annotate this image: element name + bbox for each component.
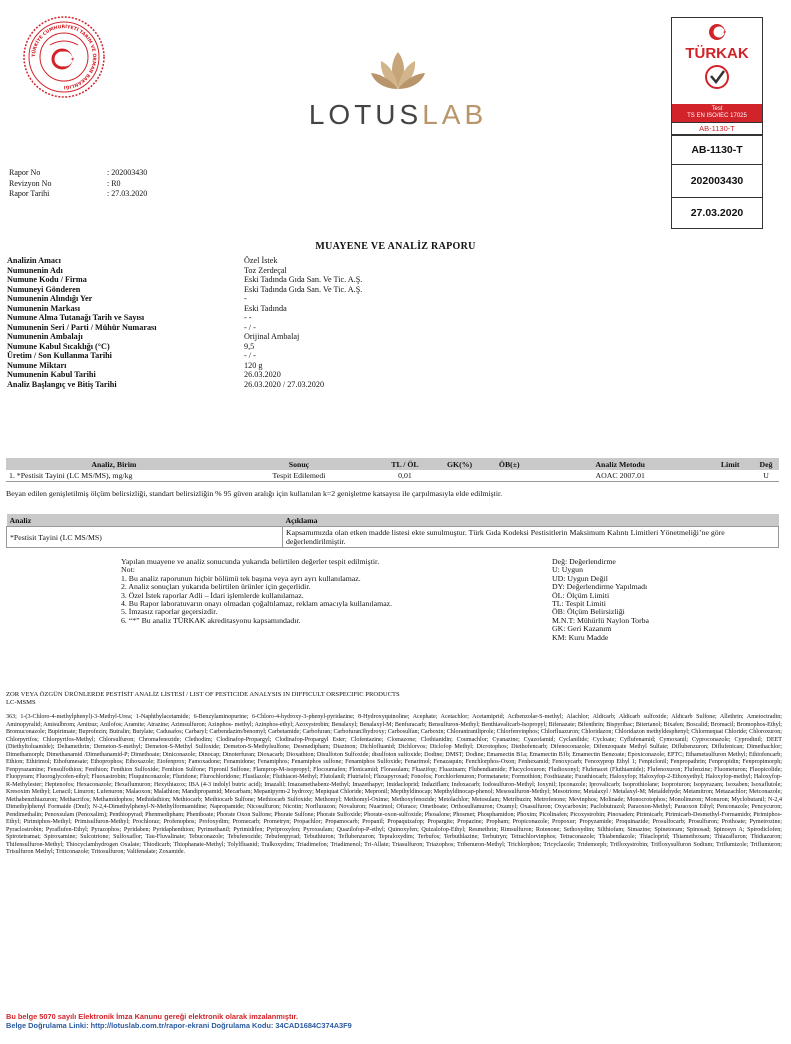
note-line: 2. Analiz sonuçları yukarıda belirtilen ürünler için geçerlidir. [121, 582, 311, 592]
info-label: Üretim / Son Kullanma Tarihi [7, 351, 112, 360]
info-value: - [244, 294, 247, 303]
col-limit: Limit [707, 458, 753, 470]
legend-item: UD: Uygun Değil [552, 573, 608, 583]
note-line: 1. Bu analiz raporunun hiçbir bölümü tek başına veya ayrı ayrı kullanılamaz. [121, 573, 361, 583]
legend-item: M.N.T: Mühürlü Naylon Torba [552, 615, 650, 625]
meta-label: Rapor No [9, 168, 41, 177]
seal-ring-text: TÜRKİYE CUMHURİYETİ TARIM VE ORMAN BAKANLIĞI [31, 24, 97, 90]
info-value: Özel İstek [244, 256, 278, 265]
info-value: Orijinal Ambalaj [244, 332, 300, 341]
turkak-standard: TS EN ISO/IEC 17025 [687, 113, 747, 119]
info-value: Eski Tadında [244, 303, 287, 313]
results-header-row [6, 458, 779, 470]
legend-item: DY: Değerlendirme Yapılmadı [552, 582, 648, 592]
turkak-accreditation-badge [671, 17, 763, 229]
info-label: Numunenin Kabul Tarihi [7, 370, 96, 379]
info-row [7, 351, 362, 361]
col-description: Açıklama [283, 514, 779, 527]
legend-item: GK: Geri Kazanım [552, 624, 612, 634]
footer [6, 1012, 352, 1030]
cell-sonuc: Tespit Edilemedi [222, 470, 377, 482]
info-label: Numunenin Alındığı Yer [7, 294, 93, 303]
meta-label: Rapor Tarihi [9, 189, 50, 198]
cell-limit [707, 470, 753, 482]
info-row [7, 275, 362, 285]
meta-label: Revizyon No [9, 178, 52, 188]
analysis-name: *Pestisit Tayini (LC MS/MS) [7, 527, 283, 548]
info-value: Toz Zerdeçal [244, 265, 287, 275]
turkak-date: 27.03.2020 [672, 197, 762, 228]
meta-row [9, 169, 147, 178]
info-row [7, 294, 362, 304]
info-row [7, 256, 362, 266]
abbreviations-legend [552, 558, 649, 642]
cell-gk [434, 470, 486, 482]
col-analiz: Analiz, Birim [6, 458, 222, 470]
meta-value: : 27.03.2020 [107, 189, 148, 198]
cell-analiz: 1. *Pestisit Tayini (LC MS/MS), mg/kg [6, 470, 222, 482]
table-row [7, 527, 779, 548]
info-row [7, 304, 362, 314]
info-value: Eski Tadında Gıda San. Ve Tic. A.Ş. [244, 275, 363, 284]
turkak-code-small: AB-1130-T [672, 122, 762, 135]
verification-link[interactable]: Belge Doğrulama Linki: http://lotuslab.com.tr/rapor-ekrani Doğrulama Kodu: 34CAD1684C374A3F9 [6, 1021, 352, 1030]
meta-value: : R0 [107, 178, 121, 188]
legend-item: U: Uygun [552, 565, 583, 575]
turkak-report-no: 202003430 [672, 164, 762, 197]
legend-item: KM: Kuru Madde [552, 632, 609, 642]
info-value: 120 g [244, 360, 263, 370]
cell-tl: 0,01 [376, 470, 434, 482]
meta-value: : 202003430 [107, 168, 148, 177]
cell-metot: AOAC 2007.01 [533, 470, 707, 482]
info-label: Numune Kabul Sıcaklığı (°C) [7, 341, 110, 351]
pesticide-list: 363; 1-(3-Chloro-4-methylphenyl)-3-Methyl-Urea; 1-Naphthylacetamide; 6-Benzylaminopurine; 6-Chloro-4-hydroxy-3-phenyl-pyridazine; 8-Hydroxyquinoline; Acephate; Acetachlor; Acetamiprid; Acibenzolar-S-methyl; Alachlor; Aldicarb; Aldicarb sulfoxide; Aldicarb Sulfone; Allethrin; Ametoctradin; Aminopyralid; Amisulbrom; Amitraz; Anilofos; Aramite; Atrazine; Azimsulfuron; Azinphos- methyl; Azinphos-ethyl; Azoxystrobin; Benalaxyl; Benalaxyl-M; Benfuracarb; Bensulfuron-Methyl; Benthiavalicarb-Isopropyl; Bifenazate; Bifenthrin; Bispyribac; Bitertanol; Bixafen; Boscalid; Bromacil; Bromophos-Ethyl; Bromuconazole; Bupirimate; Buprofezin; Butralin; Butylate; Cadusafos; Carbaryl; Carbendazim/benomyl; Carbetamide; Carbofuran; Carbofuran3hydroxy; Carbosulfan; Carboxin; Chlorantraniliprole; Chlorfenvinphos; Chlorfluazuron; Chloridazon; Chloridazon methyldesphenyl; Chlormequat Chloride; Chloroxuron; Chlorpyrifos; Chlorpyrifos-Methyl; Chlorsulfuron; Chromafenozide; Clethodim; Clodinafop-Propargyl; Clodinafop-Propargyl Ester; Clofentazine; Clomazone; Clothianidin; Coumachlor; Cyanazine; Cyazofamid; Cyclanilide; Cycloate; Cyflufenamid; Cymoxanil; Cyproconazole; Cyprodinil; DEET (Diethyltoluamide); Deltamethrin; Demeton-S-methyl; Demeton-S-Methyl Sulfoxide; Demeton-S-Methylsulfone; Desmedipham; Diazinon; Dichlofluanid; Dichlorvos; Diclofop Methyl; Dicrotophos; Diethofencarb; Difenoconazole; Difenzoquate Methyl Sulfate; Diflubenzuron; Diflufenican; Dimethachlor; Dimethamorph; Dimethanamid /Dimethanamid-P; Dimethoate; Diniconazole; Dinocap; Dinoterfuran; Dioxacarb; Dioxathion; Disulfoton Sulfoxide; disulfoton sulfoxide; Dodine; DMST; Dodine; Emamectin B1a; Emamectin B1b; Emamectin Benzoate; Epoxiconazole; EPTC; Ethametsulfuron Methyl; Ethiofencarb; Ethion; Ethirimol; Ethofumesate; Ethoprophos; Ethoxazole; Etofenprox; Famoxadone; Fenamidone; Fenamiphos; Fenamiphos sulfone; Fenamiphos Sulfoxide; Fenarimol; Fenazaquin; Fenchlorphos-Oxon; Fenhexamid; Fenoxycarb; Fenoxyprop Ethyl 1; Fenpiclonil; Fenpropathrin; Fenpropidin; Fenpropimorph; Fenpyrazamine; Fensulfothion; Fenthion; Fenthion Sulfoxide; Fenthion Sulfone; Fipronil Sulfone; Flamprop-M-isopropyl; Flocoumafen; Flonicamid; Florasulam; Fluazifop; Fluazinam; Flubendiamide; Flucycloxuron; Fludioxonyl; Flufenacet (Fluthiamide); Flufenoxuron; Flufenzine; Fluometuron; Fluopicolide; Fluopyram; Fluoroglycofen-ethyl; Fluoxastrobin; Fluquinconazole; Fluridone; Flurochloridone; Flusilazole; Fluthiacet-Methyl; Flutolanil; Flutriafol; Fluxapyroxad; Fonofos; Forchlorfenuron; Formetanete; Formothion; Fosthiazate; Furathiocarb; Haloxyfop; Haloxyfop-2-Ethoxyethyl; Haloxyfop-methyl; Haloxyfop-R-Methylester; Heptenofos; Hexaconazole; Hexaflumuron; Hexythiazox; IBA (4-3 indolyl butric acid); Imazalil; Imazamethabenz-Methyl; Imazethapyr; Imidacloprid; Indaziflam; Indoxacarb; Iodosulfuron-Methyl; Ioxynil; Ipconazole; Iprovalicarb; Isoprothiolane; Isoproturon; Isopyrazam; Isoxaben; Isoxaflutole; Kresoxim Methyl; Lenacil; Linuron; Lufenuron; Malaoxon; Malathion; Mandipropamid; Mecarbam; Mepanipyrm-2 hydroxy; Mepiquat Chloride; Mepronil; Mepthyldinocap; Mepthyldinocap-phenol; Mesosulfuron-Methyl; Mesotrione; Metalaxyl / Metalaxyl-M; Metaldehyde; Metamitron; Metazachlor; Metconazole; Methabenzthiazuron; Methacrifos; Methamidophos; Methidathion; Methiocarb; Methiocarb Sulfone; Methiocarb Sulfoxide; Methomyl; Methomyl-Oxime; Methoxyfenozide; Metolachlor; Metosulam; Metribuzin; Metrofenone; Mevinphos; Molinade; Monocrotophos; Monolinuron; Monuron; Myclobutanil; N-2,4 Dimethylphenyl Formaide (Dmf); N-2,4-Dimethylphenyl-N-Methylformamidine; Napropamide; Nicosulfuron; Nicotin; Norflurazon; Novaluron; Nuarimol; Ofurace; Omethoate; Orthosulfamuron; Oxamyl; Oxasulfuron; Oxycarboxin; Paclobutrazol; Paraoxon-Methyl; Paraoxon Ethyl; Penconazole; Pencycuron; Pendimethalin; Penoxsulam (Penoxalim); Penthiopyrad; Phenmedipham; Phenthoate; Phorate Oxon Sulfone; Phorate Sulfone; Phorate Sulfoxide; Phorate-oxon-sulfoxide; Phosalone; Phosmet; Phosphamidon; Phoxim; Picolinafen; Picoxystrobin; Pinoxaden; Pirimicarb; Pirimicarb-Desmethyl-Formamido; Pirimiphos-Ethyl; Pirimiphos-Methyl; Primisulfuron-Methyl; Prochloraz; Profenophos; Profoxydim; Promecarb; Prometryn; Propachlor; Propamocarb; Propanil; Propaquizafop; Propargite; Propazine; Propham; Propiconazole; Propoxur; Propyzamide; Proquinazide; Prosulfocarb; Prosulfuron; Prothoate; Pymetrozine; Pyraclostrobin; Pyraflufen-Ethyl; Pyrazophos; Pyridaben; Pyridaphenthion; Pyrimethanil; Pyrimidifen; Pyriproxyfen; Pyroxsulam; Quazilofop-P-ethyl; Quinoxyfen; Quizalofop-Ethyl; Resmethrin; Rimsulfuron; Rotenone; Sethoxydim; Silthiofam; Simazine; Spinetoram; Spinosad; Spinosyn A; Spirodiclofen; Spirotetramat; Spiroxamine; Sulcotrione; Sulfoxaflor; Tau-Fluvalinate; Tebuconazole; Tebufenozide; Tebufenpyrad; Tebuthiuron; Teflubenzuron; Tepraloxydim; Terbufos; Terbuthlazine; Terbutryn; Tetrachlorvinphos; Tetraconazole; Thiabendazole; Thiacloprid; Thiamethoxam; Thiazafluron; Thidiazuron; Thifensulfuron-Methyl; Thiocyclamhydrogen Oxalate; Thiodicarb; Thiophanate-Methyl; Tolylfluanid; Tralkoxydim; Triadimefon; Triadimenol; Tri-Allate; Triasulfuron; Triazophos; Tribenuron-Methyl; Trichlorphon; Tricyclazole; Tridemorph; Trifloxystrobin; Trifloxysulfuron Sodium; Triflumizole; Triflumuron; Trisulfuron Methyl; Triticonazole; Tritosulfuron; Valifenalate; Zoxamide. [6, 714, 782, 855]
info-value: 26.03.2020 [244, 370, 281, 379]
pesticide-method: LC-MSMS [6, 699, 36, 706]
info-value: - - [244, 313, 252, 322]
info-row [7, 342, 362, 352]
note-line: 4. Bu Rapor laboratuvarın onayı olmadan çoğaltılamaz, reklam amacıyla kullanılamaz. [121, 599, 393, 609]
report-title: MUAYENE VE ANALİZ RAPORU [315, 241, 476, 252]
legend-item: Değ: Değerlendirme [552, 557, 616, 566]
info-value: 9,5 [244, 341, 255, 351]
turkak-brand-text: TÜRKAK [685, 45, 749, 62]
info-label: Numuneyi Gönderen [7, 284, 81, 294]
note-line: 3. Özel İstek raporlar Adli – İdari işlemlerde kullanılamaz. [121, 590, 304, 600]
logo-part-lab: LAB [422, 99, 488, 130]
info-row [7, 332, 362, 342]
lotuslab-logo [288, 48, 508, 131]
meta-row [9, 180, 147, 189]
ministry-seal [22, 15, 106, 99]
table-row [6, 470, 779, 482]
sample-info-table [7, 256, 362, 389]
meta-row [9, 190, 147, 199]
info-label: Numune Miktarı [7, 360, 67, 370]
info-label: Numune Alma Tutanağı Tarih ve Sayısı [7, 313, 145, 322]
turkak-logo [672, 18, 762, 104]
note-line: Yapılan muayene ve analiz sonucunda yukarıda belirtilen değerler tespit edilmiştir. [121, 557, 380, 566]
turkak-standard-strip [672, 104, 762, 122]
note-line: 5. İmzasız raporlar geçersizdir. [121, 607, 218, 617]
info-row [7, 380, 362, 390]
info-row [7, 361, 362, 371]
info-value: Eski Tadında Gıda San. Ve Tic. A.Ş. [244, 284, 363, 294]
col-deg: Değ [753, 458, 779, 470]
cell-deg: U [753, 470, 779, 482]
info-label: Numunenin Adı [7, 265, 63, 275]
analysis-description-table [6, 514, 779, 548]
info-label: Numunenin Markası [7, 303, 81, 313]
info-label: Analizin Amacı [7, 256, 61, 265]
info-row [7, 370, 362, 380]
note-line: Not: [121, 565, 135, 575]
legend-item: TL: Tespit Limiti [552, 599, 606, 609]
info-value: - / - [244, 351, 256, 360]
info-value: 26.03.2020 / 27.03.2020 [244, 379, 325, 389]
lotus-flower-icon [368, 48, 428, 92]
info-value: - / - [244, 322, 256, 332]
info-row [7, 285, 362, 295]
logo-wordmark [288, 99, 508, 131]
legend-item: ÖB: Ölçüm Belirsizliği [552, 607, 625, 617]
pesticide-list-header [6, 691, 400, 707]
info-label: Numune Kodu / Firma [7, 275, 87, 284]
analysis-header-row [7, 514, 779, 527]
legend-item: ÖL: Ölçüm Limiti [552, 590, 610, 600]
analysis-description: Kapsamımızda olan etken madde listesi ekte sunulmuştur. Türk Gıda Kodeksi Pestisitlerin Maksimum Kalıntı Limitleri Yönetmeliği’ne göre değerlendirilmiştir. [283, 527, 779, 548]
pesticide-list-title: ZOR VEYA ÖZGÜN ÜRÜNLERDE PESTİSİT ANALİZ LİSTESİ / LIST OF PESTICIDE ANALYSIS IN DIFFICULT ORSPECIFIC PRODUCTS [6, 691, 400, 698]
note-line: 6. “*” Bu analiz TÜRKAK akreditasyonu kapsamındadır. [121, 615, 301, 625]
notes-list [121, 558, 392, 625]
col-gk: GK(%) [434, 458, 486, 470]
col-analysis: Analiz [7, 514, 283, 527]
info-label: Analiz Başlangıç ve Bitiş Tarihi [7, 379, 117, 389]
info-label: Numunenin Seri / Parti / Mühür Numarası [7, 322, 157, 332]
cell-ob [485, 470, 533, 482]
col-sonuc: Sonuç [222, 458, 377, 470]
results-table [6, 458, 779, 482]
col-ob: ÖB(±) [485, 458, 533, 470]
info-row [7, 266, 362, 276]
logo-part-lotus: LOTUS [308, 99, 423, 130]
report-meta [7, 167, 149, 201]
uncertainty-note: Beyan edilen genişletilmiş ölçüm belirsizliği, standart belirsizliğin % 95 güven aralığı için kullanılan k=2 genişletme katsayısı ile çarpılmasıyla elde edilmiştir. [6, 489, 503, 498]
turkak-code: AB-1130-T [672, 135, 762, 164]
e-signature-note: Bu belge 5070 sayılı Elektronik İmza Kanunu gereği elektronik olarak imzalanmıştır. [6, 1012, 299, 1021]
info-row [7, 313, 362, 323]
turkak-test-label: Test [711, 106, 723, 112]
col-tl-ol: TL / ÖL [376, 458, 434, 470]
info-row [7, 323, 362, 333]
info-label: Numunenin Ambalajı [7, 332, 83, 341]
col-metot: Analiz Metodu [533, 458, 707, 470]
